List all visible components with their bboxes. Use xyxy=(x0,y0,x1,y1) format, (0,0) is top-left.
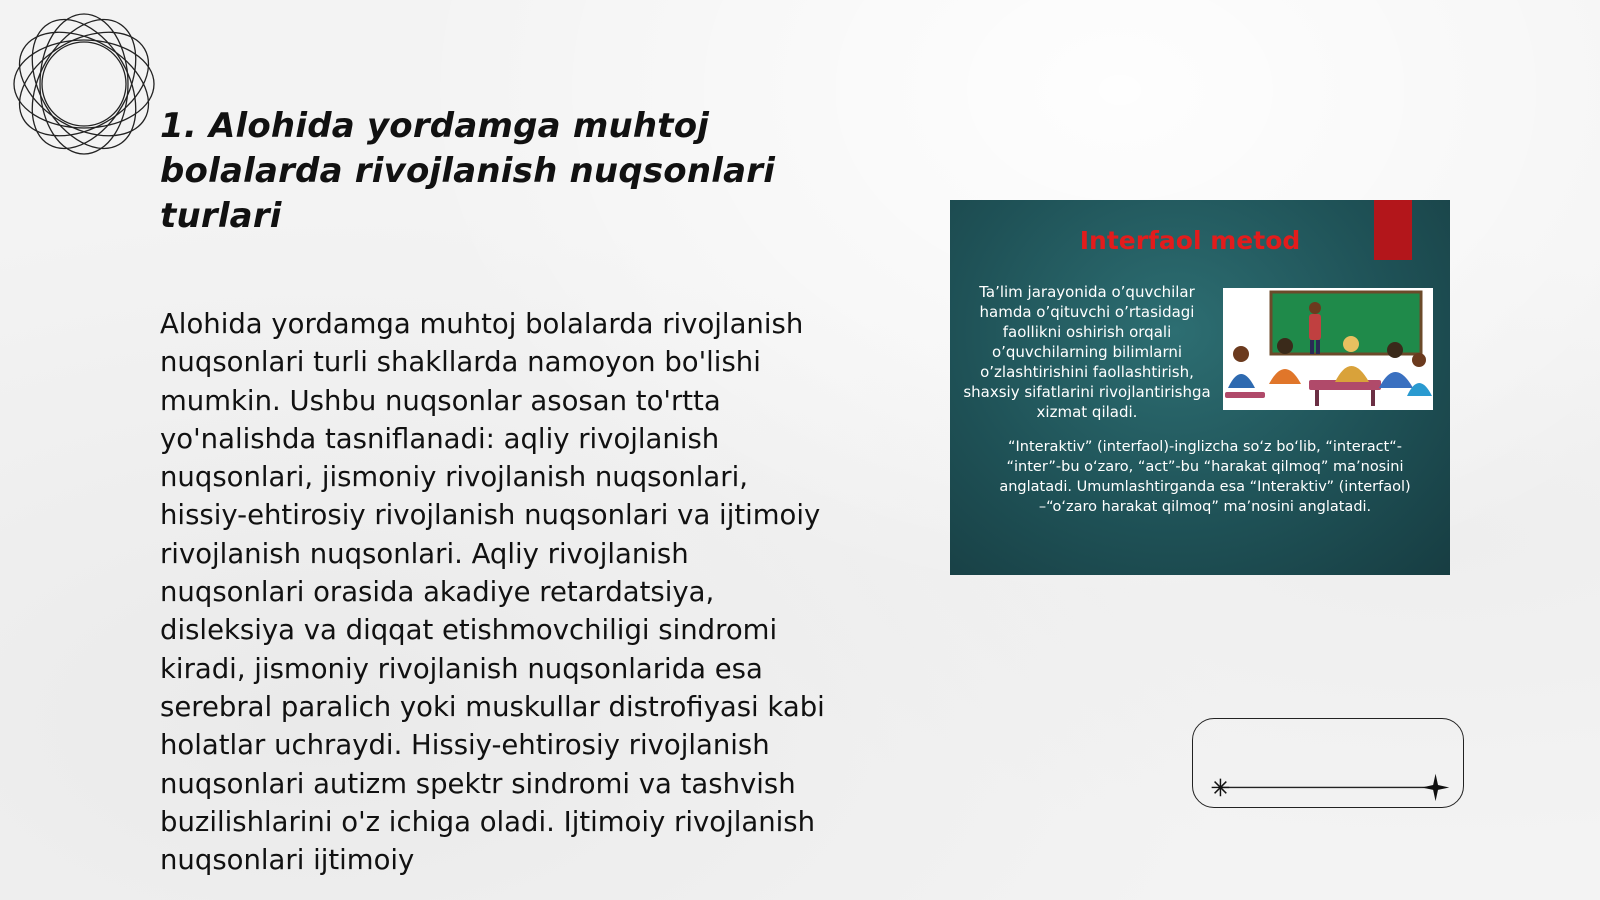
card-title: Interfaol metod xyxy=(1079,226,1301,255)
card-definition-note: “Interaktiv” (interfaol)-inglizcha so‘z bo‘lib, “interact“- “inter”-bu o‘zaro, “act”-bu “harakat qilmoq” ma’nosini anglatadi. Umumlashtirganda esa “Interaktiv” (interfaol) –“o‘zaro harakat qilmoq” ma’nosini anglatadi. xyxy=(999,439,1411,515)
star-icon xyxy=(1422,774,1449,801)
orbit-rings-icon xyxy=(10,10,158,158)
interfaol-metod-card xyxy=(950,200,1450,575)
slide-title: 1. Alohida yordamga muhtoj bolalarda rivojlanish nuqsonlari turlari xyxy=(160,106,776,236)
classroom-illustration xyxy=(1223,288,1433,410)
card-paragraph: Ta’lim jarayonida o’quvchilar hamda o’qituvchi o’rtasidagi faollikni oshirish orqali o’quvchilarning bilimlarni o’zlashtirishini faollashtirish, shaxsiy sifatlarini rivojlantirishga xizmat qiladi. xyxy=(963,283,1211,421)
sparkle-icon xyxy=(1212,779,1230,797)
decorative-frame xyxy=(1192,718,1464,808)
slide-body-text: Alohida yordamga muhtoj bolalarda rivojlanish nuqsonlari turli shakllarda namoyon bo'lishi mumkin. Ushbu nuqsonlar asosan to'rtta yo'nalishda tasniflanadi: aqliy rivojlanish nuqsonlari, jismoniy rivojlanish nuqsonlari, hissiy-ehtirosiy rivojlanish nuqsonlari va ijtimoiy rivojlanish nuqsonlari. Aqliy rivojlanish nuqsonlari orasida akadiye retardatsiya, disleksiya va diqqat etishmovchiligi sindromi kiradi, jismoniy rivojlanish nuqsonlarida esa serebral paralich yoki muskullar distrofiyasi kabi holatlar uchraydi. Hissiy-ehtirosiy rivojlanish nuqsonlari autizm spektr sindromi va tashvish buzilishlarini o'z ichiga oladi. Ijtimoiy rivojlanish nuqsonlari ijtimoiy xyxy=(160,308,825,877)
